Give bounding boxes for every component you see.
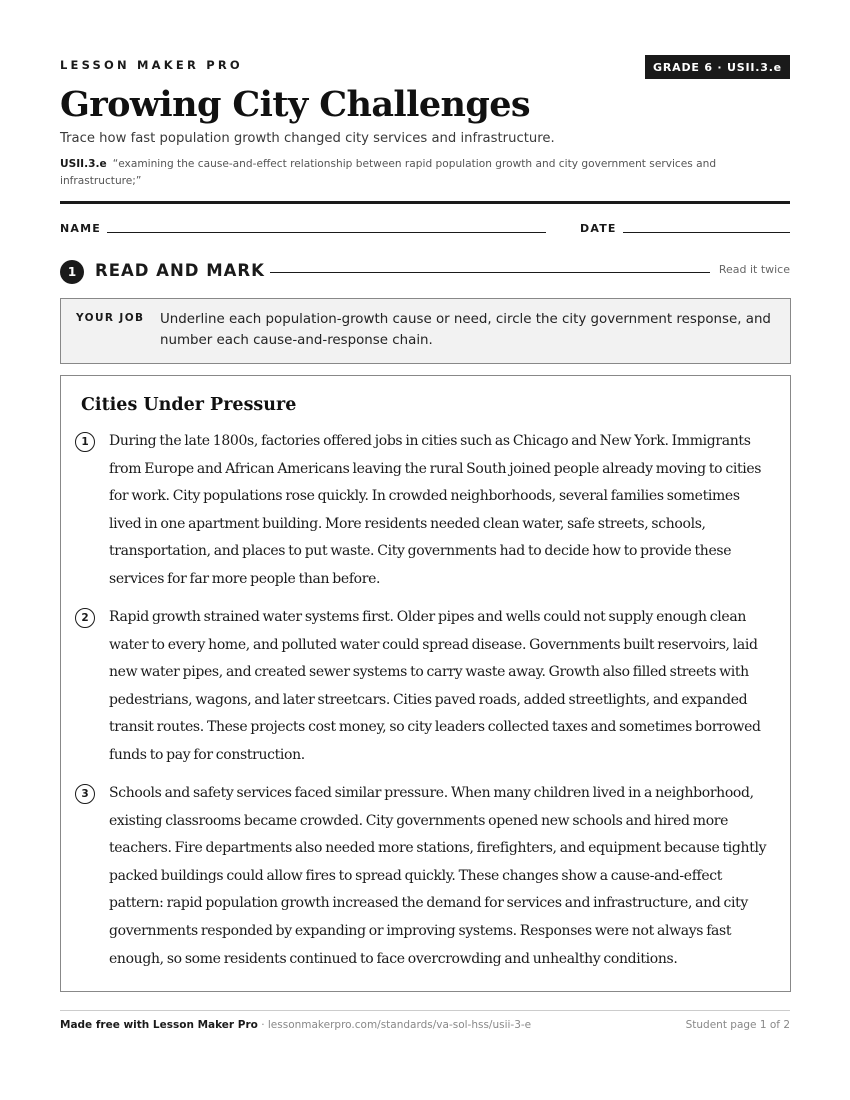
page-subtitle: Trace how fast population growth changed city services and infrastructure. — [60, 131, 555, 146]
grade-badge: GRADE 6 · USII.3.e — [645, 55, 790, 79]
footer-made-with: Made free with Lesson Maker Pro — [60, 1019, 258, 1031]
footer-separator: · — [257, 1019, 268, 1031]
section-number-badge: 1 — [60, 260, 84, 284]
section-title: READ AND MARK — [95, 261, 265, 280]
paragraph-number-badge: 2 — [75, 608, 95, 628]
reading-title: Cities Under Pressure — [81, 395, 297, 415]
standard-description — [60, 156, 760, 190]
footer-credit — [60, 1019, 531, 1031]
name-field-line[interactable] — [107, 232, 546, 233]
date-field-line[interactable] — [623, 232, 790, 233]
footer-page-number: Student page 1 of 2 — [685, 1019, 790, 1031]
footer-divider — [60, 1010, 790, 1011]
section-divider — [270, 272, 710, 273]
paragraph-2 — [75, 604, 775, 770]
section-note: Read it twice — [718, 263, 790, 276]
standard-code: USII.3.e — [60, 158, 107, 170]
brand-name: LESSON MAKER PRO — [60, 58, 243, 72]
footer-url[interactable]: lessonmakerpro.com/standards/va-sol-hss/usii-3-e — [267, 1019, 532, 1031]
paragraph-text: Rapid growth strained water systems first. Older pipes and wells could not supply enough clean water to every home, and polluted water could spread disease. Governments built reservoirs, laid new water pipes, and created sewer systems to carry waste away. Growth also filled streets with pedestrians, wagons, and later streetcars. Cities paved roads, added streetlights, and expanded transit routes. These projects cost money, so city leaders collected taxes and sometimes borrowed funds to pay for construction. — [109, 609, 761, 763]
name-label: NAME — [60, 222, 101, 235]
date-label: DATE — [580, 222, 617, 235]
paragraph-3 — [75, 780, 775, 973]
paragraph-1 — [75, 428, 775, 594]
reading-passage-box — [60, 375, 791, 992]
job-instructions-box — [60, 298, 791, 364]
page-title: Growing City Challenges — [60, 84, 530, 125]
job-label: YOUR JOB — [76, 312, 145, 324]
header-divider — [60, 201, 790, 204]
standard-text: “examining the cause-and-effect relationship between rapid population growth and city government services and infrastructure;” — [60, 158, 717, 187]
paragraph-text: Schools and safety services faced similar pressure. When many children lived in a neighborhood, existing classrooms became crowded. City governments opened new schools and hired more teachers. Fire departments also needed more stations, firefighters, and equipment because tightly packed buildings could allow fires to spread quickly. These changes show a cause-and-effect pattern: rapid population growth increased the demand for services and infrastructure, and city governments responded by expanding or improving systems. Responses were not always fast enough, so some residents continued to face overcrowding and unhealthy conditions. — [109, 785, 767, 967]
job-text: Underline each population-growth cause or need, circle the city government response, and number each cause-and-response chain. — [160, 312, 771, 348]
paragraph-number-badge: 3 — [75, 784, 95, 804]
paragraph-number-badge: 1 — [75, 432, 95, 452]
paragraph-text: During the late 1800s, factories offered jobs in cities such as Chicago and New York. Immigrants from Europe and African Americans leaving the rural South joined people already moving to cities for work. City populations rose quickly. In crowded neighborhoods, several families sometimes lived in one apartment building. More residents needed clean water, safe streets, schools, transportation, and places to put waste. City governments had to decide how to provide these services for far more people than before. — [109, 433, 762, 587]
